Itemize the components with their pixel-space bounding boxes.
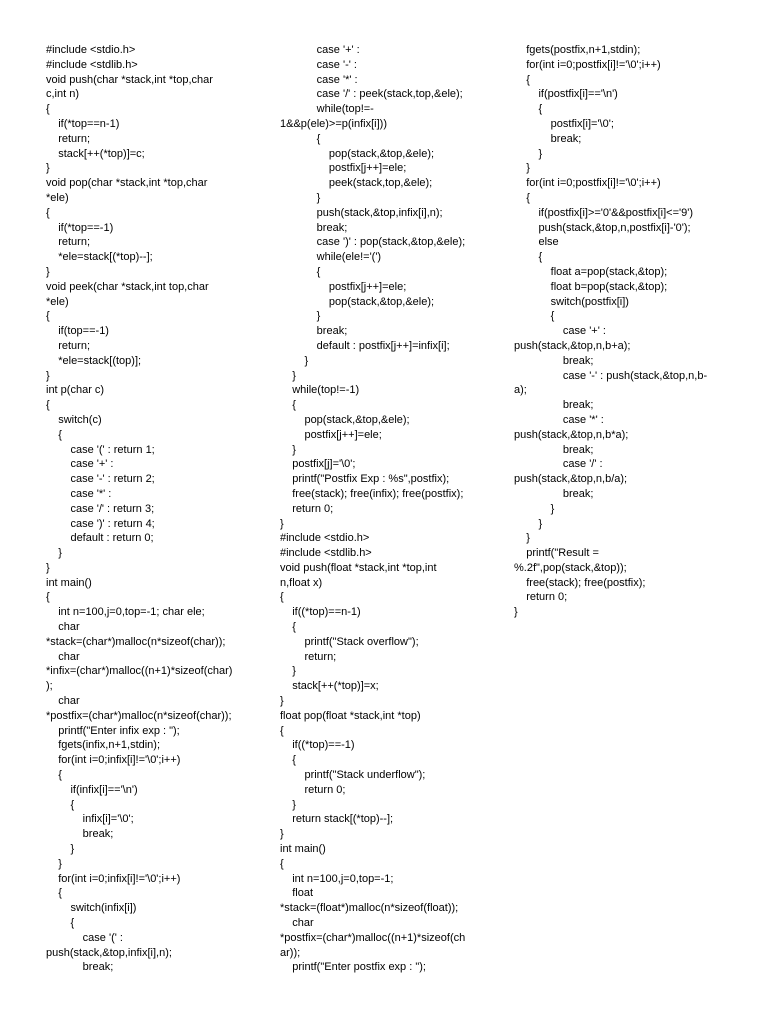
code-line: return;: [46, 339, 91, 352]
code-line: {: [46, 798, 75, 811]
code-line: case ')' : pop(stack,&top,&ele);: [280, 236, 466, 249]
code-line: case '/' :: [514, 458, 603, 471]
code-line: printf("Postfix Exp : %s",postfix);: [280, 473, 450, 486]
code-line: {: [46, 103, 50, 116]
code-line: push(stack,&top,n,postfix[i]-'0');: [514, 221, 691, 234]
code-line: void push(float *stack,int *top,int: [280, 561, 437, 574]
code-line: int main(): [280, 843, 326, 856]
code-line: stack[++(*top)]=x;: [280, 680, 379, 693]
code-column-2: [280, 43, 505, 975]
code-line: c,int n): [46, 88, 80, 101]
code-line: pop(stack,&top,&ele);: [280, 147, 435, 160]
code-line: {: [46, 769, 62, 782]
code-line: if(postfix[i]>='0'&&postfix[i]<='9'): [514, 206, 693, 219]
code-line: char: [46, 621, 80, 634]
code-line: float a=pop(stack,&top);: [514, 265, 668, 278]
code-line: else: [514, 236, 559, 249]
code-line: stack[++(*top)]=c;: [46, 147, 145, 160]
code-line: #include <stdlib.h>: [46, 58, 138, 71]
code-line: }: [280, 828, 284, 841]
code-line: }: [280, 369, 296, 382]
code-line: if(postfix[i]=='\n'): [514, 88, 618, 101]
code-line: return 0;: [514, 591, 568, 604]
code-line: void peek(char *stack,int top,char: [46, 280, 209, 293]
code-line: n,float x): [280, 576, 323, 589]
code-line: }: [46, 162, 50, 175]
code-line: if(infix[i]=='\n'): [46, 783, 138, 796]
code-line: case '/' : peek(stack,top,&ele);: [280, 88, 463, 101]
code-line: *ele=stack[(top)];: [46, 354, 142, 367]
code-line: for(int i=0;infix[i]!='\0';i++): [46, 872, 181, 885]
code-line: case '(' :: [46, 931, 123, 944]
code-line: switch(infix[i]): [46, 902, 137, 915]
code-line: free(stack); free(infix); free(postfix);: [280, 487, 464, 500]
code-line: float pop(float *stack,int *top): [280, 709, 421, 722]
code-line: }: [514, 517, 543, 530]
code-line: printf("Stack overflow");: [280, 635, 419, 648]
code-line: }: [46, 369, 50, 382]
code-line: }: [280, 665, 296, 678]
code-line: postfix[j++]=ele;: [280, 162, 407, 175]
code-line: return;: [46, 236, 91, 249]
code-line: }: [280, 191, 321, 204]
code-line: {: [46, 917, 75, 930]
code-line: break;: [514, 399, 594, 412]
code-line: fgets(postfix,n+1,stdin);: [514, 44, 641, 56]
code-line: case '/' : return 3;: [46, 502, 155, 515]
code-line: for(int i=0;postfix[i]!='\0';i++): [514, 58, 661, 71]
code-line: int n=100,j=0,top=-1;: [280, 872, 394, 885]
code-line: #include <stdio.h>: [280, 532, 370, 545]
code-line: break;: [514, 132, 582, 145]
code-line: char: [280, 917, 314, 930]
code-line: int p(char c): [46, 384, 105, 397]
code-line: *postfix=(char*)malloc(n*sizeof(char));: [46, 709, 232, 722]
code-line: {: [514, 73, 530, 86]
code-line: }: [280, 695, 284, 708]
code-line: {: [46, 591, 50, 604]
code-line: infix[i]='\0';: [46, 813, 134, 826]
code-line: %.2f",pop(stack,&top));: [514, 561, 627, 574]
code-line: case '*' :: [46, 487, 112, 500]
code-line: break;: [514, 354, 594, 367]
code-line: *infix=(char*)malloc((n+1)*sizeof(char): [46, 665, 233, 678]
code-line: int n=100,j=0,top=-1; char ele;: [46, 606, 205, 619]
code-line: {: [514, 310, 555, 323]
code-line: {: [514, 191, 530, 204]
code-line: pop(stack,&top,&ele);: [280, 413, 410, 426]
code-line: *postfix=(char*)malloc((n+1)*sizeof(ch: [280, 931, 466, 944]
code-line: }: [46, 561, 50, 574]
code-line: }: [514, 162, 530, 175]
code-line: }: [280, 310, 321, 323]
code-line: {: [46, 206, 50, 219]
code-line: {: [280, 132, 321, 145]
code-line: while(top!=-1): [280, 384, 360, 397]
code-line: return 0;: [280, 783, 346, 796]
code-line: *ele): [46, 191, 69, 204]
code-line: char: [46, 695, 80, 708]
code-line: a);: [514, 384, 527, 397]
code-line: case '*' :: [280, 73, 358, 86]
code-line: case '+' :: [514, 325, 606, 338]
code-line: *stack=(float*)malloc(n*sizeof(float));: [280, 902, 459, 915]
code-line: while(top!=-: [280, 103, 374, 116]
code-line: {: [514, 103, 543, 116]
code-line: {: [46, 887, 62, 900]
code-line: 1&&p(ele)>=p(infix[i])): [280, 117, 387, 130]
code-line: }: [46, 547, 62, 560]
code-line: free(stack); free(postfix);: [514, 576, 646, 589]
code-line: for(int i=0;infix[i]!='\0';i++): [46, 754, 181, 767]
code-line: push(stack,&top,n,b/a);: [514, 473, 628, 486]
code-line: #include <stdlib.h>: [280, 547, 372, 560]
code-line: printf("Stack underflow");: [280, 769, 426, 782]
code-line: default : return 0;: [46, 532, 154, 545]
code-line: float b=pop(stack,&top);: [514, 280, 668, 293]
code-line: int main(): [46, 576, 92, 589]
code-line: switch(postfix[i]): [514, 295, 629, 308]
code-line: postfix[i]='\0';: [514, 117, 614, 130]
code-line: }: [46, 265, 50, 278]
code-line: ar));: [280, 946, 301, 959]
code-line: push(stack,&top,n,b*a);: [514, 428, 629, 441]
code-line: {: [514, 251, 543, 264]
code-line: break;: [46, 961, 114, 974]
code-line: printf("Enter postfix exp : ");: [280, 961, 426, 974]
code-line: return;: [46, 132, 91, 145]
code-line: *stack=(char*)malloc(n*sizeof(char));: [46, 635, 226, 648]
code-line: );: [46, 680, 53, 693]
code-line: switch(c): [46, 413, 102, 426]
code-line: *ele): [46, 295, 69, 308]
code-line: case ')' : return 4;: [46, 517, 155, 530]
code-line: {: [46, 310, 50, 323]
code-line: {: [280, 265, 321, 278]
code-line: }: [280, 354, 309, 367]
code-line: printf("Enter infix exp : ");: [46, 724, 180, 737]
code-line: case '(' : return 1;: [46, 443, 155, 456]
code-line: if((*top)==n-1): [280, 606, 361, 619]
code-line: case '+' :: [46, 458, 114, 471]
code-line: *ele=stack[(*top)--];: [46, 251, 153, 264]
code-line: push(stack,&top,infix[i],n);: [46, 946, 172, 959]
code-line: {: [280, 857, 284, 870]
code-line: }: [514, 606, 518, 619]
code-line: break;: [514, 487, 594, 500]
code-line: if(top==-1): [46, 325, 109, 338]
code-line: push(stack,&top,infix[i],n);: [280, 206, 443, 219]
code-line: break;: [514, 443, 594, 456]
code-line: fgets(infix,n+1,stdin);: [46, 739, 161, 752]
code-line: break;: [46, 828, 114, 841]
code-line: }: [280, 443, 296, 456]
code-line: return;: [280, 650, 337, 663]
code-line: }: [514, 147, 543, 160]
code-line: {: [280, 621, 296, 634]
code-line: for(int i=0;postfix[i]!='\0';i++): [514, 177, 661, 190]
code-line: {: [280, 399, 296, 412]
code-line: {: [46, 428, 62, 441]
code-line: {: [280, 724, 284, 737]
code-line: }: [514, 532, 530, 545]
code-line: case '-' : return 2;: [46, 473, 155, 486]
code-line: {: [280, 591, 284, 604]
code-line: printf("Result =: [514, 547, 599, 560]
code-line: }: [46, 857, 62, 870]
code-line: {: [280, 754, 296, 767]
code-line: #include <stdio.h>: [46, 44, 136, 56]
code-line: }: [280, 798, 296, 811]
code-column-3: [514, 43, 739, 620]
code-column-1: [46, 43, 271, 975]
code-line: float: [280, 887, 314, 900]
code-line: postfix[j]='\0';: [280, 458, 356, 471]
code-line: void push(char *stack,int *top,char: [46, 73, 213, 86]
code-line: case '*' :: [514, 413, 604, 426]
code-line: pop(stack,&top,&ele);: [280, 295, 435, 308]
code-line: if((*top)==-1): [280, 739, 355, 752]
code-line: if(*top==n-1): [46, 117, 120, 130]
code-line: return 0;: [280, 502, 334, 515]
code-line: default : postfix[j++]=infix[i];: [280, 339, 450, 352]
code-line: return stack[(*top)--];: [280, 813, 394, 826]
code-line: postfix[j++]=ele;: [280, 428, 382, 441]
code-line: char: [46, 650, 80, 663]
code-line: case '-' :: [280, 58, 357, 71]
code-line: break;: [280, 221, 348, 234]
code-line: }: [514, 502, 555, 515]
code-line: }: [280, 517, 284, 530]
code-line: peek(stack,top,&ele);: [280, 177, 433, 190]
code-line: {: [46, 399, 50, 412]
code-line: case '-' : push(stack,&top,n,b-: [514, 369, 708, 382]
code-line: }: [46, 843, 75, 856]
code-line: postfix[j++]=ele;: [280, 280, 407, 293]
code-line: while(ele!='('): [280, 251, 382, 264]
code-line: push(stack,&top,n,b+a);: [514, 339, 631, 352]
code-line: case '+' :: [280, 44, 360, 56]
code-line: break;: [280, 325, 348, 338]
code-line: if(*top==-1): [46, 221, 114, 234]
code-line: void pop(char *stack,int *top,char: [46, 177, 208, 190]
